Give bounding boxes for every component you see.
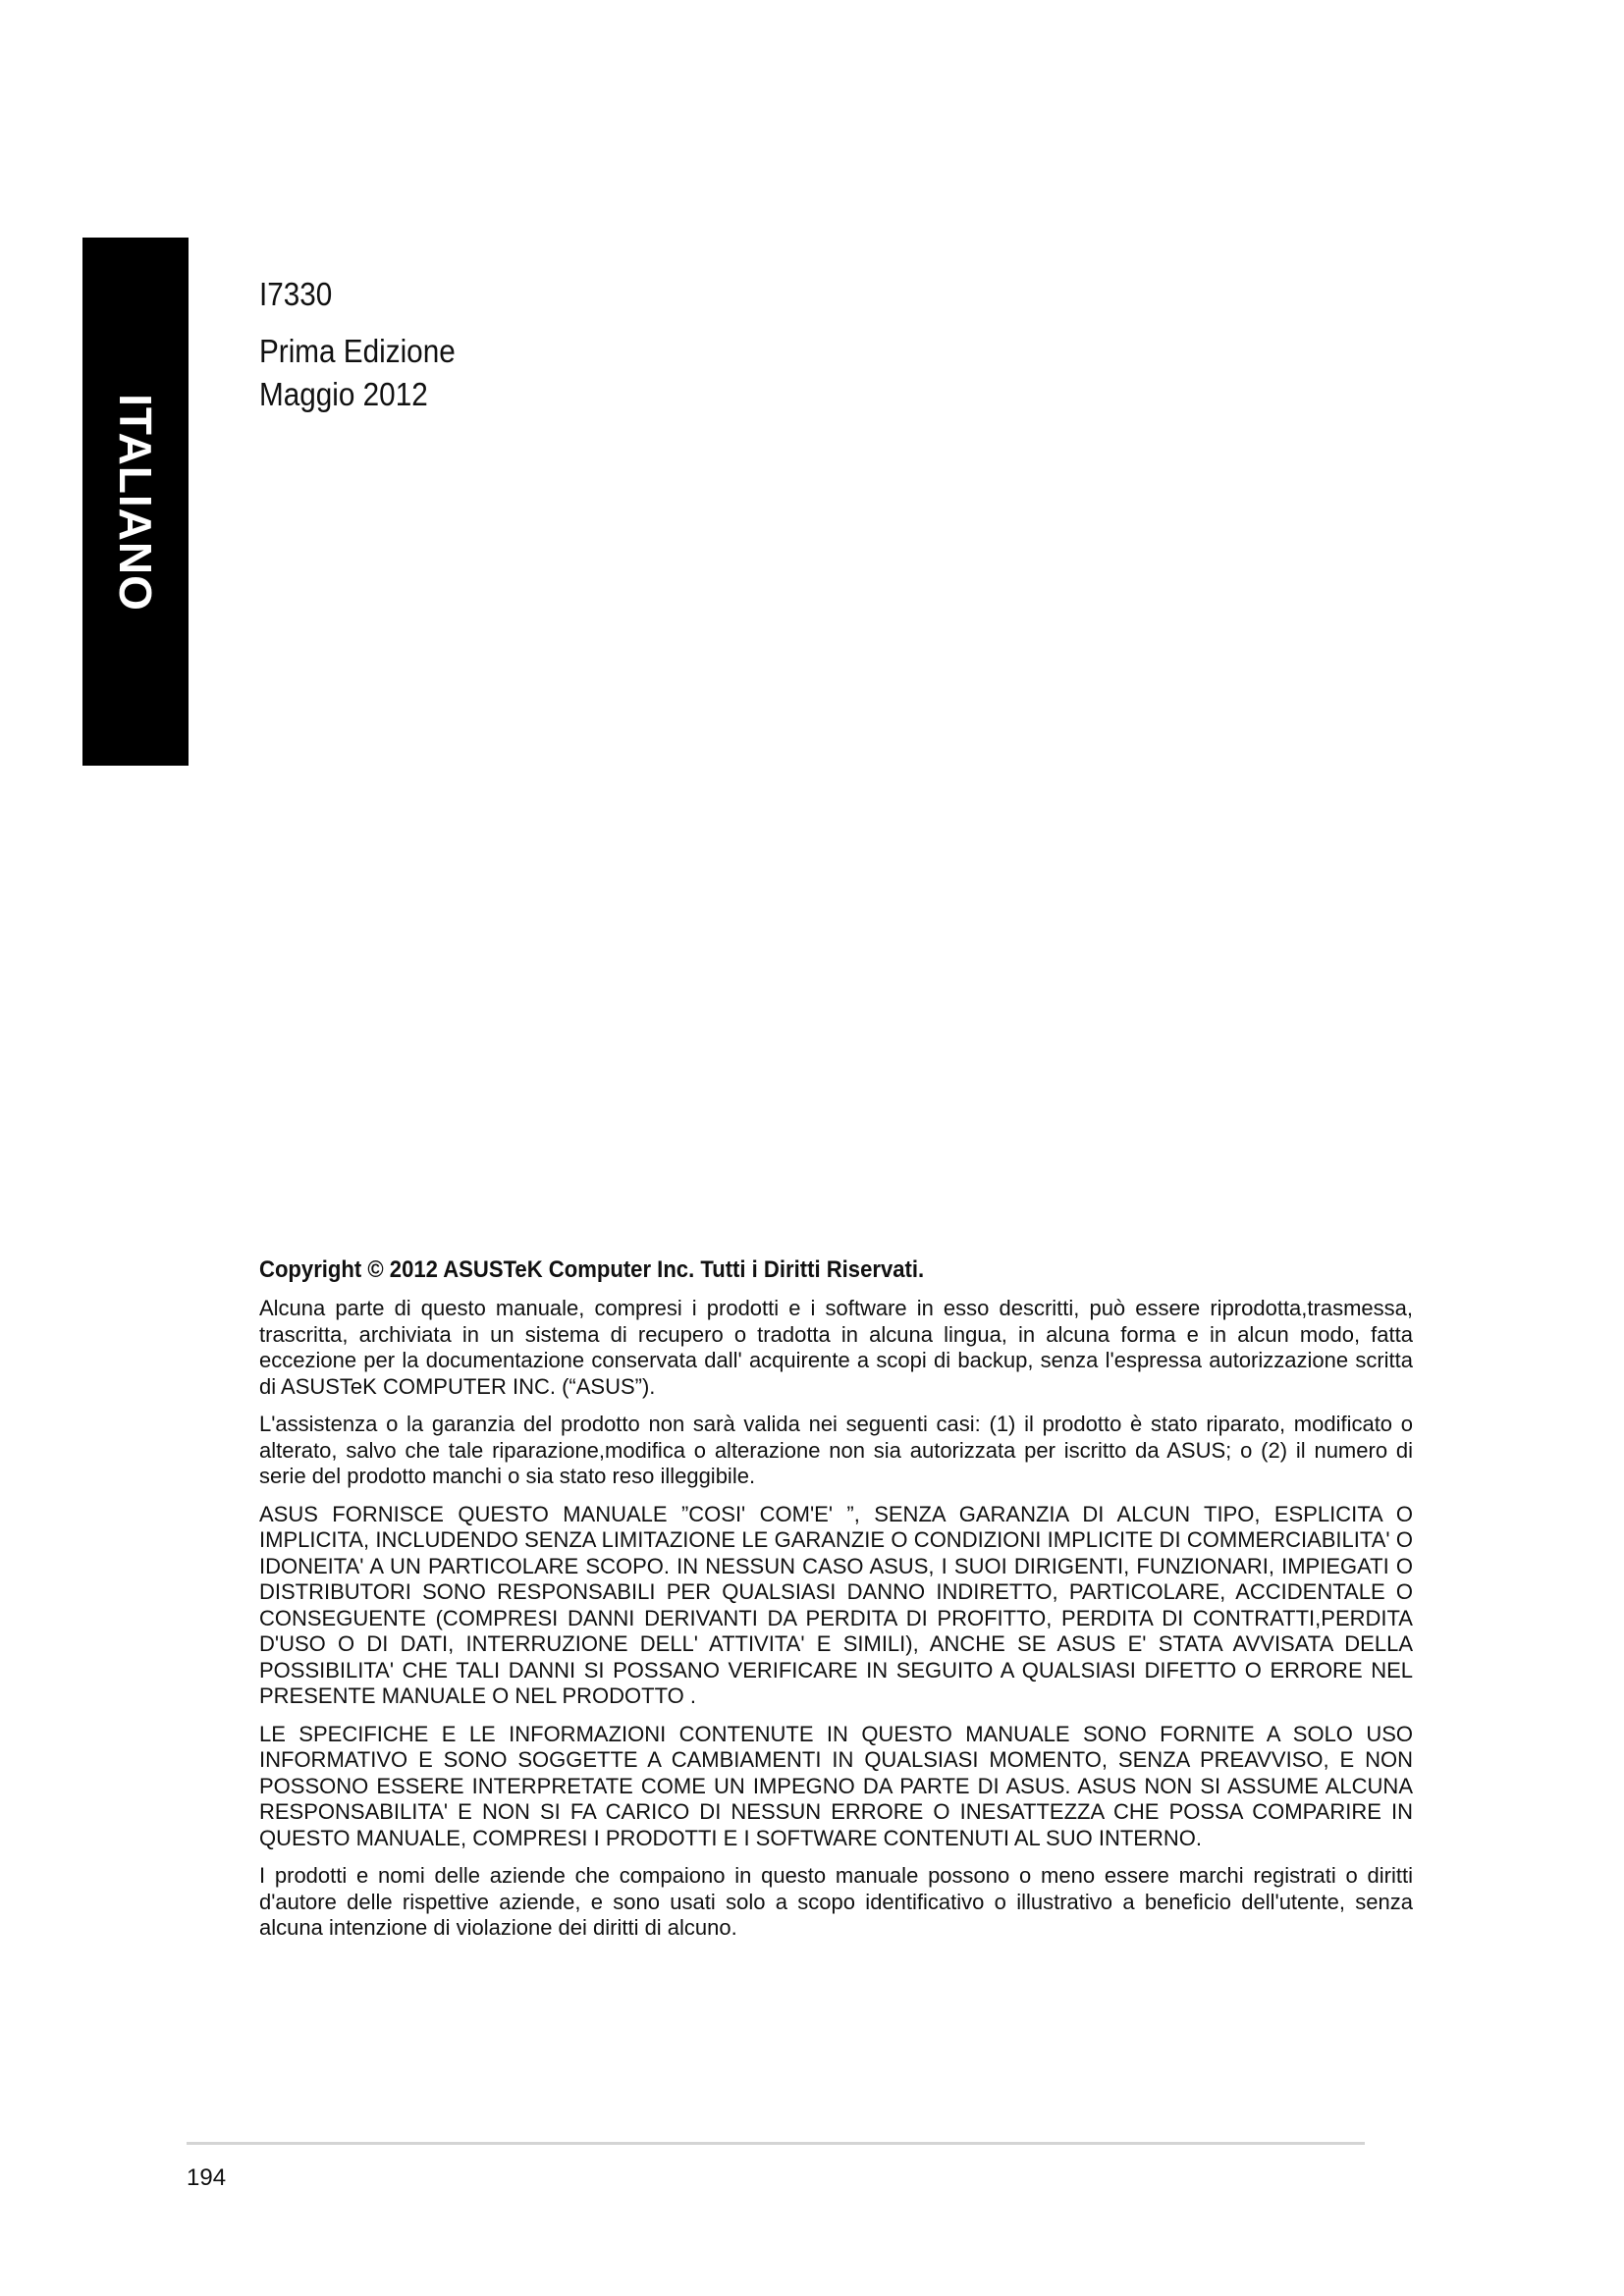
language-side-tab	[82, 238, 189, 766]
copyright-section	[259, 1255, 1413, 1953]
copyright-paragraph-specifications: LE SPECIFICHE E LE INFORMAZIONI CONTENUTE IN QUESTO MANUALE SONO FORNITE A SOLO USO INFORMATIVO E SONO SOGGETTE A CAMBIAMENTI IN QUALSIASI MOMENTO, SENZA PREAVVISO, E NON POSSONO ESSERE INTERPRETATE COME UN IMPEGNO DA PARTE DI ASUS. ASUS NON SI ASSUME ALCUNA RESPONSABILITA' E NON SI FA CARICO DI NESSUN ERRORE O INESATTEZZA CHE POSSA COMPARIRE IN QUESTO MANUALE, COMPRESI I PRODOTTI E I SOFTWARE CONTENUTI AL SUO INTERNO.	[259, 1721, 1413, 1850]
publication-date: Maggio 2012	[259, 376, 428, 412]
copyright-paragraph-warranty: L'assistenza o la garanzia del prodotto non sarà valida nei seguenti casi: (1) il prodotto è stato riparato, modificato o alterato, salvo che tale riparazione,modifica o alterazione non sia autorizzata per iscritto da ASUS; o (2) il numero di serie del prodotto manchi o sia stato reso illeggibile.	[259, 1412, 1413, 1488]
language-label: ITALIANO	[110, 394, 161, 612]
copyright-paragraph-trademarks: I prodotti e nomi delle aziende che compaiono in questo manuale possono o meno essere marchi registrati o diritti d'autore delle rispettive aziende, e sono usati solo a scopo identificativo o illustrativo a beneficio dell'utente, senza alcuna intenzione di violazione dei diritti di alcuno.	[259, 1863, 1413, 1940]
page-number: 194	[187, 2164, 227, 2191]
edition-text: Prima Edizione	[259, 333, 456, 369]
copyright-paragraph-disclaimer: ASUS FORNISCE QUESTO MANUALE ”COSI' COM'E' ”, SENZA GARANZIA DI ALCUN TIPO, ESPLICITA O IMPLICITA, INCLUDENDO SENZA LIMITAZIONE LE GARANZIE O CONDIZIONI IMPLICITE DI COMMERCIABILITA' O IDONEITA' A UN PARTICOLARE SCOPO. IN NESSUN CASO ASUS, I SUOI DIRIGENTI, FUNZIONARI, IMPIEGATI O DISTRIBUTORI SONO RESPONSABILI PER QUALSIASI DANNO INDIRETTO, PARTICOLARE, ACCIDENTALE O CONSEGUENTE (COMPRESI DANNI DERIVANTI DA PERDITA DI PROFITTO, PERDITA DI CONTRATTI,PERDITA D'USO O DI DATI, INTERRUZIONE DELL' ATTIVITA' E SIMILI), ANCHE SE ASUS E' STATA AVVISATA DELLA POSSIBILITA' CHE TALI DANNI SI POSSANO VERIFICARE IN SEGUITO A QUALSIASI DIFETTO O ERRORE NEL PRESENTE MANUALE O NEL PRODOTTO .	[259, 1501, 1413, 1708]
footer-divider	[187, 2142, 1365, 2145]
model-number: I7330	[259, 276, 333, 312]
copyright-paragraph-reproduction: Alcuna parte di questo manuale, compresi i prodotti e i software in esso descritti, può essere riprodotta,trasmessa, trascritta, archiviata in un sistema di recupero o tradotta in alcuna lingua, in alcuna forma e in alcun modo, fatta eccezione per la documentazione conservata dall' acquirente a scopi di backup, senza l'espressa autorizzazione scritta di ASUSTeK COMPUTER INC. (“ASUS”).	[259, 1296, 1413, 1399]
copyright-title: Copyright © 2012 ASUSTeK Computer Inc. Tutti i Diritti Riservati.	[259, 1256, 925, 1283]
